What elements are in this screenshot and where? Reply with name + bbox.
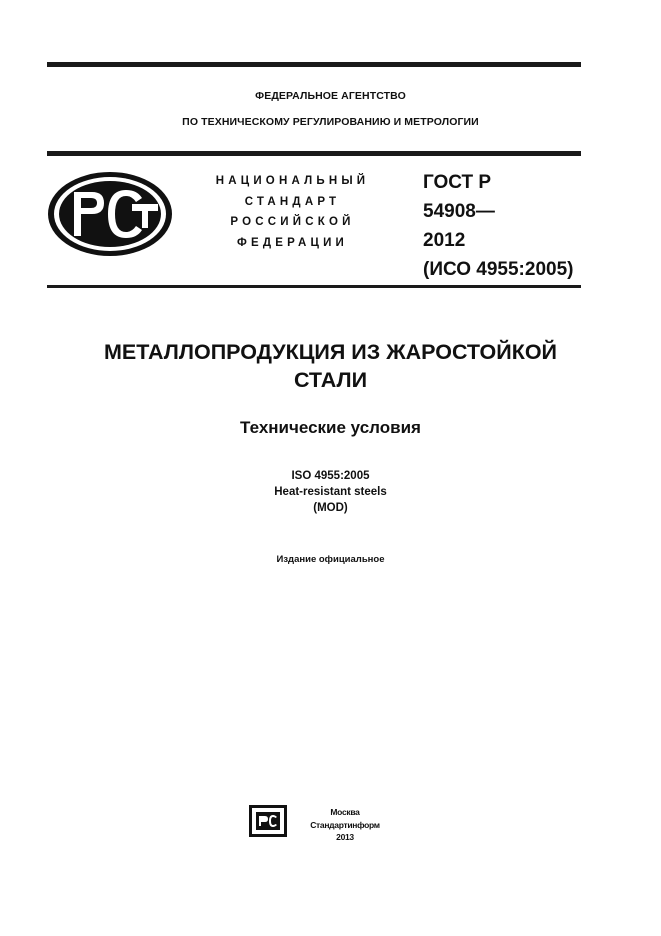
designation-line-3: 2012: [423, 230, 466, 251]
designation-line-1: ГОСТ Р: [423, 172, 492, 193]
standard-type: [195, 171, 390, 253]
agency-line-2: ПО ТЕХНИЧЕСКОМУ РЕГУЛИРОВАНИЮ И МЕТРОЛОГИИ: [182, 116, 479, 128]
document-subtitle: Технические условия: [240, 418, 421, 437]
standard-designation: [423, 168, 573, 284]
title-line-2: СТАЛИ: [293, 368, 368, 392]
publisher-city: Москва: [330, 807, 360, 817]
agency-line-1: ФЕДЕРАЛЬНОЕ АГЕНТСТВО: [255, 90, 406, 102]
edition-label: Издание официальное: [276, 554, 385, 565]
title-line-1: МЕТАЛЛОПРОДУКЦИЯ ИЗ ЖАРОСТОЙКОЙ: [103, 340, 558, 364]
top-rule: [47, 62, 581, 67]
iso-number: ISO 4955:2005: [291, 470, 370, 482]
iso-reference: [0, 468, 661, 516]
standard-type-line-4: ФЕДЕРАЦИИ: [236, 236, 349, 249]
rst-emblem-icon: [46, 170, 174, 258]
standard-type-line-2: СТАНДАРТ: [244, 195, 341, 208]
designation-line-4: (ИСО 4955:2005): [423, 259, 574, 280]
iso-mod: (MOD): [313, 502, 348, 514]
designation-rule: [47, 285, 581, 288]
iso-name: Heat-resistant steels: [274, 486, 387, 498]
document-title: [0, 338, 661, 394]
publisher-name: Стандартинформ: [310, 819, 380, 830]
header-rule: [47, 151, 581, 156]
standartinform-logo-icon: [248, 804, 288, 838]
publisher-year: 2013: [336, 832, 354, 842]
standard-type-line-1: НАЦИОНАЛЬНЫЙ: [215, 175, 370, 187]
publisher-info: [308, 806, 382, 844]
standard-type-line-3: РОССИЙСКОЙ: [230, 216, 355, 228]
designation-line-2: 54908—: [423, 201, 495, 222]
